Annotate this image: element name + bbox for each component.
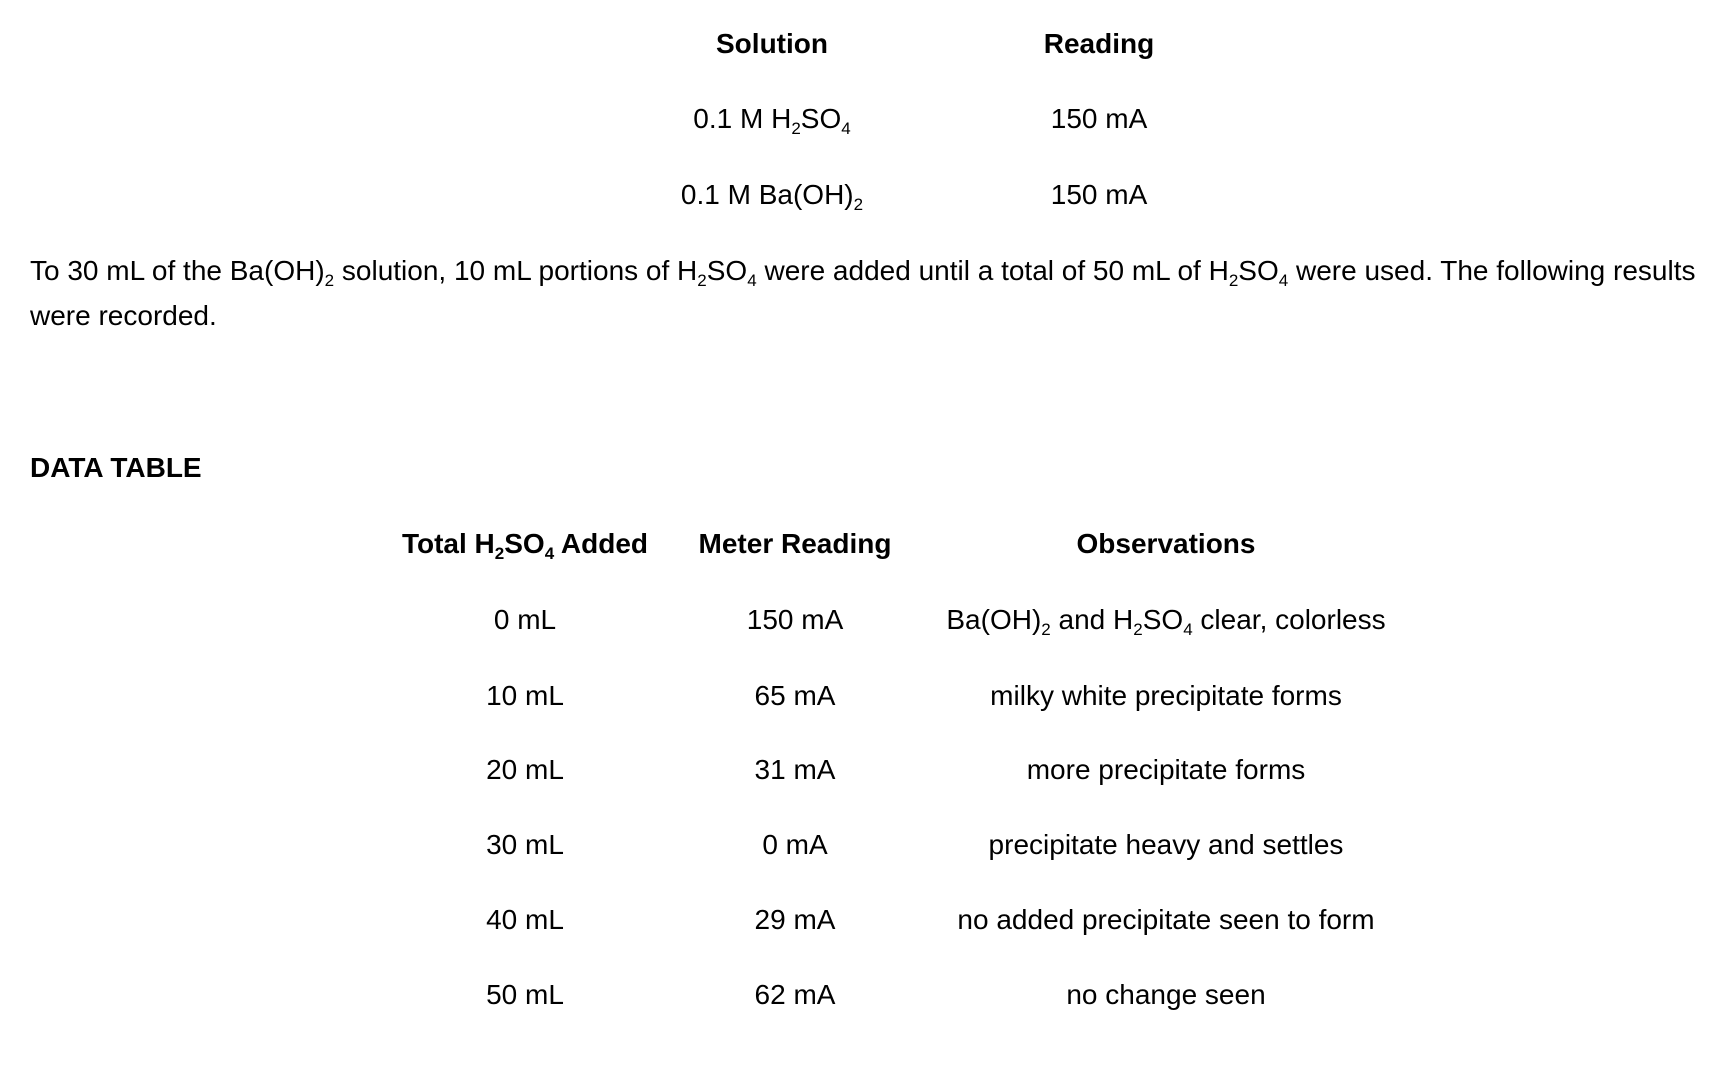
observation-cell: milky white precipitate forms bbox=[990, 680, 1342, 711]
reading-cell-h2so4: 150 mA bbox=[1050, 103, 1148, 134]
added-cell: 10 mL bbox=[486, 680, 564, 711]
reading-header: Reading bbox=[1043, 28, 1155, 59]
procedure-paragraph: To 30 mL of the $Ba(OH)_2$ solution, 10 mL portions of $H_2SO_4$ were added until a total of 50 mL of $H_2SO_4$ were used. The following results were recorded. bbox=[30, 255, 1696, 331]
meter-reading-header: Meter Reading bbox=[698, 528, 892, 559]
observation-cell: $Ba(OH)_2$ and $H_2SO_4$ clear, colorless bbox=[946, 604, 1386, 639]
meter-cell: 65 mA bbox=[754, 680, 836, 711]
added-cell: 0 mL bbox=[493, 604, 557, 635]
observation-cell: no added precipitate seen to form bbox=[957, 904, 1375, 935]
observation-cell: more precipitate forms bbox=[1026, 754, 1306, 785]
meter-cell: 0 mA bbox=[762, 829, 828, 860]
reading-cell-baoh2: 150 mA bbox=[1050, 179, 1148, 210]
added-cell: 50 mL bbox=[486, 979, 564, 1010]
meter-cell: 150 mA bbox=[746, 604, 844, 635]
meter-cell: 29 mA bbox=[754, 904, 836, 935]
solution-cell-baoh2: 0.1 M $Ba(OH)_2$ bbox=[680, 179, 864, 214]
added-cell: 40 mL bbox=[486, 904, 564, 935]
observation-cell: precipitate heavy and settles bbox=[988, 829, 1344, 860]
added-cell: 30 mL bbox=[486, 829, 564, 860]
meter-cell: 62 mA bbox=[754, 979, 836, 1010]
meter-cell: 31 mA bbox=[754, 754, 836, 785]
total-added-header: Total $H_2SO_4$ Added bbox=[401, 528, 649, 563]
solution-header: Solution bbox=[716, 28, 828, 59]
observations-header: Observations bbox=[1076, 528, 1256, 559]
solution-cell-h2so4: 0.1 M $H_2SO_4$ bbox=[693, 103, 851, 138]
data-table-title: DATA TABLE bbox=[30, 452, 202, 483]
observation-cell: no change seen bbox=[1066, 979, 1266, 1010]
added-cell: 20 mL bbox=[486, 754, 564, 785]
